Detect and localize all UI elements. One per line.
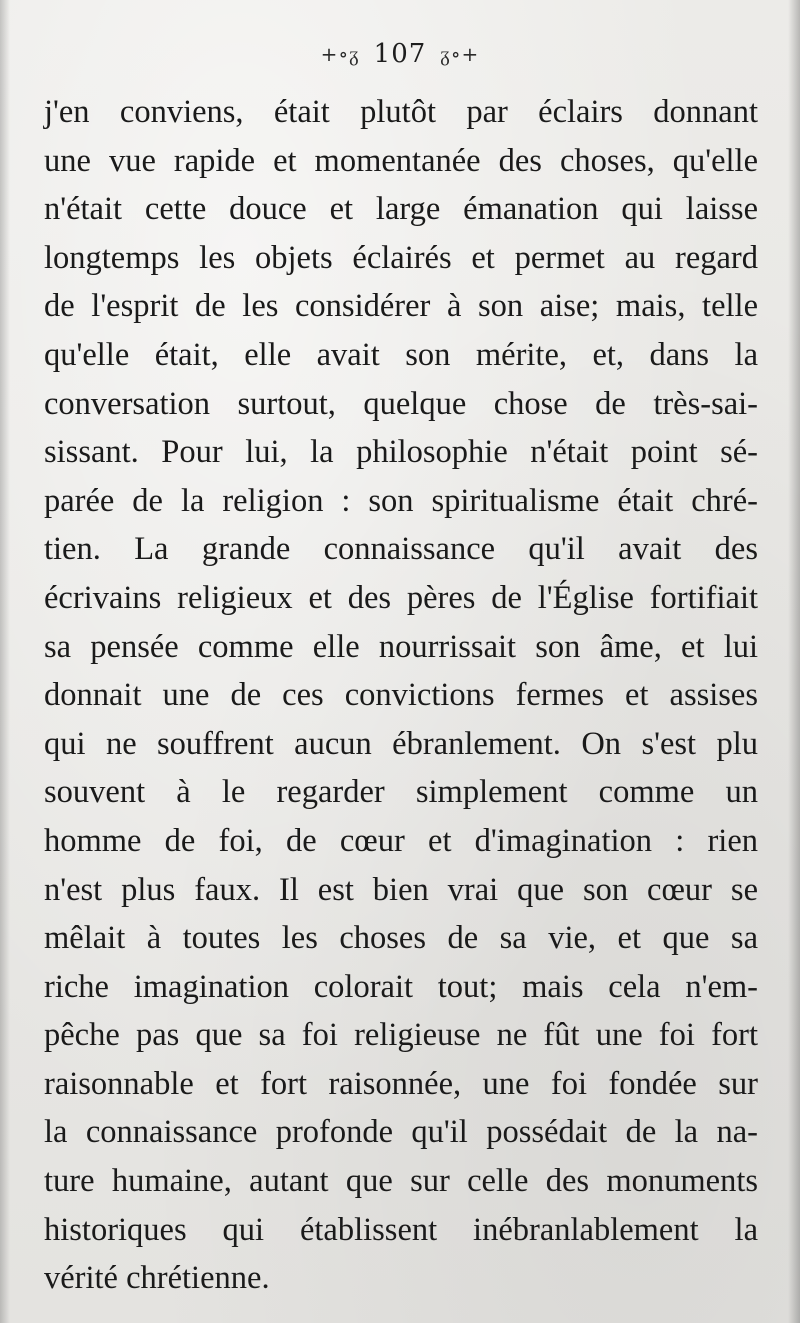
text-line: donnait une de ces convictions fermes et assises	[44, 677, 758, 714]
text-line: sissant. Pour lui, la philosophie n'était point sé-	[44, 434, 758, 471]
text-line: n'était cette douce et large émanation qui laisse	[44, 191, 758, 228]
page-header	[0, 38, 800, 69]
page-edge-shadow-right	[788, 0, 800, 1323]
text-line: tien. La grande connaissance qu'il avait des	[44, 531, 758, 568]
page-number: 107	[373, 39, 427, 69]
text-line: parée de la religion : son spiritualisme était chré-	[44, 482, 758, 519]
text-line: pêche pas que sa foi religieuse ne fût une foi fort	[44, 1017, 758, 1054]
text-line: la connaissance profonde qu'il possédait de la na-	[44, 1114, 758, 1151]
page-edge-shadow-left	[0, 0, 10, 1323]
text-line: raisonnable et fort raisonnée, une foi fondée sur	[44, 1065, 758, 1102]
text-line-last: vérité chrétienne.	[44, 1260, 270, 1297]
body-paragraph	[44, 88, 758, 1303]
text-line: longtemps les objets éclairés et permet au regard	[44, 239, 758, 276]
text-line: j'en conviens, était plutôt par éclairs donnant	[44, 94, 758, 130]
text-line: de l'esprit de les considérer à son aise; mais, telle	[44, 288, 758, 325]
ornament-right: ᵹ∘+	[440, 41, 480, 66]
ornament-left: +∘ᵹ	[320, 41, 360, 66]
text-line: qu'elle était, elle avait son mérite, et, dans la	[44, 336, 758, 373]
text-line: conversation surtout, quelque chose de très-sai-	[44, 385, 758, 422]
text-line: une vue rapide et momentanée des choses, qu'elle	[44, 142, 758, 179]
text-line: historiques qui établissent inébranlablement la	[44, 1211, 758, 1248]
text-line: riche imagination colorait tout; mais cela n'em-	[44, 968, 758, 1005]
text-line: sa pensée comme elle nourrissait son âme, et lui	[44, 628, 758, 665]
text-line: ture humaine, autant que sur celle des monuments	[44, 1163, 758, 1200]
text-line: qui ne souffrent aucun ébranlement. On s'est plu	[44, 725, 758, 762]
text-line: souvent à le regarder simplement comme un	[44, 774, 758, 811]
text-line: homme de foi, de cœur et d'imagination : rien	[44, 822, 758, 859]
text-line: écrivains religieux et des pères de l'Église fortifiait	[44, 579, 758, 616]
text-line: mêlait à toutes les choses de sa vie, et que sa	[44, 920, 758, 957]
text-line: n'est plus faux. Il est bien vrai que son cœur se	[44, 871, 758, 908]
